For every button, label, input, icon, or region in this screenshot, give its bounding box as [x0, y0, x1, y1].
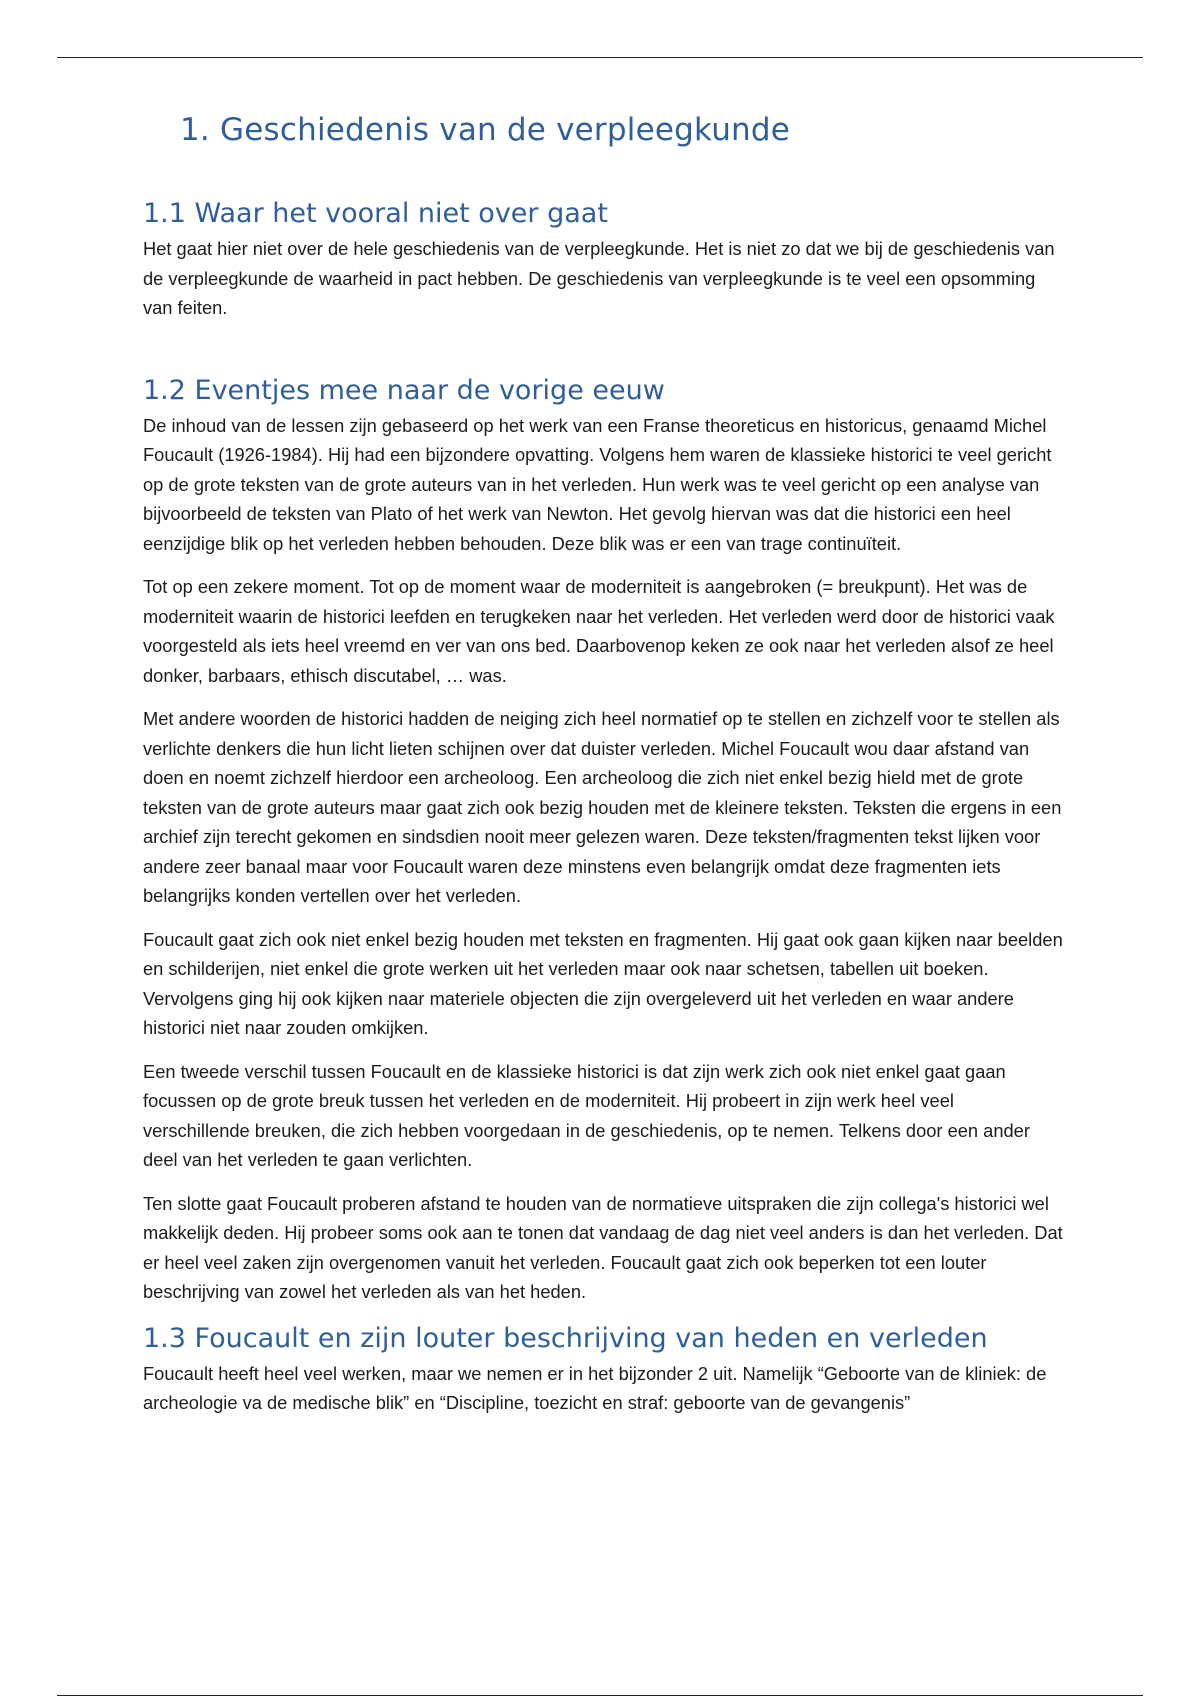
document-body	[143, 100, 1063, 1432]
paragraph: Foucault gaat zich ook niet enkel bezig houden met teksten en fragmenten. Hij gaat ook gaan kijken naar beelden en schilderijen, niet enkel die grote werken uit het verleden maar ook naar schetsen, tabellen uit boeken. Vervolgens ging hij ook kijken naar materiele objecten die zijn overgeleverd uit het verleden en waar andere historici niet naar zouden omkijken.	[143, 928, 1063, 1038]
section-1-3	[143, 1321, 1063, 1418]
paragraph: Het gaat hier niet over de hele geschiedenis van de verpleegkunde. Het is niet zo dat we bij de geschiedenis van de verpleegkunde de waarheid in pact hebben. De geschiedenis van verpleegkunde is te veel een opsomming van feiten.	[143, 238, 1055, 318]
section-heading: 1.2 Eventjes mee naar de vorige eeuw	[143, 374, 665, 406]
section-heading: 1.3 Foucault en zijn louter beschrijving van heden en verleden	[143, 1322, 988, 1354]
paragraph: Ten slotte gaat Foucault proberen afstand te houden van de normatieve uitspraken die zijn collega's historici wel makkelijk deden. Hij probeer soms ook aan te tonen dat vandaag de dag niet veel anders is dan het verleden. Dat er heel veel zaken zijn overgenomen vanuit het verleden. Foucault gaat zich ook beperken tot een louter beschrijving van zowel het verleden als van het heden.	[143, 1192, 1063, 1302]
section-1-2	[143, 373, 1063, 1307]
paragraph: De inhoud van de lessen zijn gebaseerd op het werk van een Franse theoreticus en historicus, genaamd Michel Foucault (1926-1984). Hij had een bijzondere opvatting. Volgens hem waren de klassieke historici te veel gericht op de grote teksten van de grote auteurs van in het verleden. Hun werk was te veel gericht op een analyse van bijvoorbeeld de teksten van Plato of het werk van Newton. Het gevolg hiervan was dat die historici een heel eenzijdige blik op het verleden hebben behouden. Deze blik was er een van trage continuïteit.	[143, 414, 1052, 554]
paragraph: Tot op een zekere moment. Tot op de moment waar de moderniteit is aangebroken (= breukpunt). Het was de moderniteit waarin de historici leefden en terugkeken naar het verleden. Het verleden werd door de historici vaak voorgesteld als iets heel vreemd en ver van ons bed. Daarbovenop keken ze ook naar het verleden alsof ze heel donker, barbaars, ethisch discutabel, … was.	[143, 576, 1055, 686]
paragraph: Een tweede verschil tussen Foucault en de klassieke historici is dat zijn werk zich ook niet enkel gaat gaan focussen op de grote breuk tussen het verleden en de moderniteit. Hij probeert in zijn werk heel veel verschillende breuken, die zich hebben voorgedaan in de geschiedenis, op te nemen. Telkens door een ander deel van het verleden te gaan verlichten.	[143, 1060, 1030, 1170]
paragraph: Foucault heeft heel veel werken, maar we nemen er in het bijzonder 2 uit. Namelijk “Geboorte van de kliniek: de archeologie va de medische blik” en “Discipline, toezicht en straf: geboorte van de gevangenis”	[143, 1362, 1047, 1413]
section-heading: 1.1 Waar het vooral niet over gaat	[143, 198, 608, 229]
chapter-title: 1. Geschiedenis van de verpleegkunde	[180, 112, 791, 148]
footer-rule	[57, 1695, 1143, 1696]
paragraph: Met andere woorden de historici hadden de neiging zich heel normatief op te stellen en zichzelf voor te stellen als verlichte denkers die hun licht lieten schijnen over dat duister verleden. Michel Foucault wou daar afstand van doen en noemt zichzelf hierdoor een archeoloog. Een archeoloog die zich niet enkel bezig hield met de grote teksten van de grote auteurs maar gaat zich ook bezig houden met de kleinere teksten. Teksten die ergens in een archief zijn terecht gekomen en sindsdien nooit meer gelezen waren. Deze teksten/fragmenten tekst lijken voor andere zeer banaal maar voor Foucault waren deze minstens even belangrijk omdat deze fragmenten iets belangrijks konden vertellen over het verleden.	[143, 708, 1062, 906]
header-rule	[57, 57, 1143, 58]
section-1-1	[143, 196, 1063, 323]
